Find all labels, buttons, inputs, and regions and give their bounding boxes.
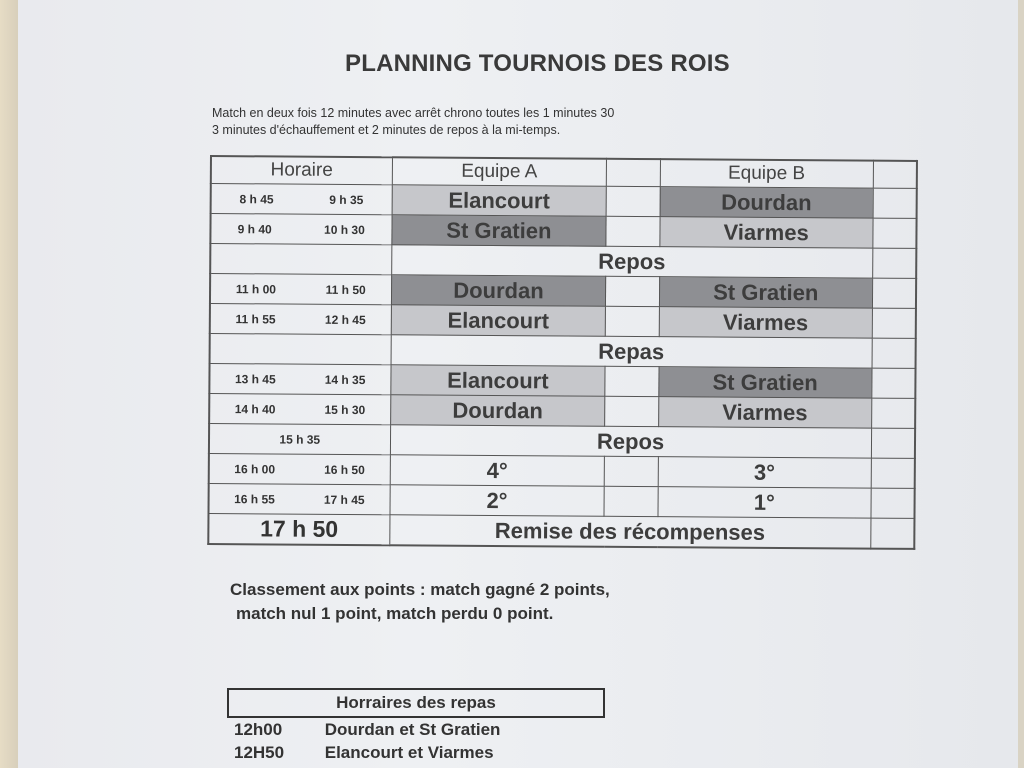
team-a: Dourdan bbox=[452, 397, 543, 423]
awards-label: Remise des récompenses bbox=[494, 517, 766, 545]
points-note-line-1: Classement aux points : match gagné 2 points, bbox=[230, 580, 610, 599]
team-a: Dourdan bbox=[453, 277, 544, 303]
meal-teams: Elancourt et Viarmes bbox=[324, 743, 494, 762]
header-equipe-a: Equipe A bbox=[392, 157, 607, 186]
table-row bbox=[211, 184, 917, 219]
time: 15 h 35 bbox=[279, 431, 321, 447]
background-edge bbox=[0, 0, 18, 768]
table-row bbox=[210, 244, 916, 279]
team-a-rank: 2° bbox=[486, 487, 508, 513]
end-time: 14 h 35 bbox=[324, 372, 366, 387]
subtitle-line-2: 3 minutes d'échauffement et 2 minutes de repos à la mi-temps. bbox=[212, 123, 561, 137]
team-b-rank: 3° bbox=[753, 459, 776, 485]
team-b: St Gratien bbox=[712, 369, 818, 395]
end-time: 12 h 45 bbox=[324, 312, 366, 327]
meal-row bbox=[234, 720, 500, 740]
team-a: Elancourt bbox=[447, 367, 549, 393]
team-b: Viarmes bbox=[722, 399, 808, 425]
start-time: 16 h 55 bbox=[234, 491, 275, 506]
meal-break-label: Repas bbox=[598, 338, 665, 364]
header-equipe-b: Equipe B bbox=[660, 159, 873, 188]
header-blank-end bbox=[873, 161, 917, 189]
table-row bbox=[210, 304, 916, 339]
team-b: St Gratien bbox=[713, 279, 819, 305]
start-time: 13 h 45 bbox=[234, 371, 276, 386]
team-b: Viarmes bbox=[722, 309, 809, 335]
meals-title-box: Horraires des repas bbox=[227, 688, 605, 718]
start-time: 16 h 00 bbox=[234, 461, 276, 476]
start-time: 11 h 55 bbox=[235, 311, 276, 326]
team-a: Elancourt bbox=[447, 307, 550, 333]
points-note-line-2: match nul 1 point, match perdu 0 point. bbox=[236, 604, 554, 623]
meal-row bbox=[234, 743, 494, 763]
meal-time: 12H50 bbox=[234, 743, 285, 762]
start-time: 14 h 40 bbox=[234, 401, 276, 416]
table-row bbox=[210, 274, 916, 309]
table-row bbox=[210, 214, 916, 249]
team-a-rank: 4° bbox=[486, 457, 508, 483]
end-time: 10 h 30 bbox=[324, 222, 365, 237]
table-row bbox=[208, 513, 914, 548]
end-time: 17 h 45 bbox=[323, 492, 365, 507]
start-time: 9 h 40 bbox=[237, 221, 272, 236]
table-row bbox=[209, 424, 915, 459]
start-time: 11 h 00 bbox=[235, 281, 277, 296]
header-horaire: Horaire bbox=[211, 156, 392, 185]
meal-time: 12h00 bbox=[234, 720, 283, 739]
awards-time: 17 h 50 bbox=[260, 515, 339, 542]
end-time: 9 h 35 bbox=[329, 192, 364, 207]
start-time: 8 h 45 bbox=[239, 191, 274, 206]
table-row bbox=[209, 453, 915, 488]
end-time: 15 h 30 bbox=[324, 402, 366, 417]
break-label: Repos bbox=[596, 428, 665, 454]
table-row bbox=[209, 394, 915, 429]
team-a: Elancourt bbox=[448, 187, 550, 213]
end-time: 11 h 50 bbox=[325, 282, 366, 297]
header-blank bbox=[607, 159, 661, 187]
table-row bbox=[210, 334, 916, 369]
table-row bbox=[209, 364, 915, 399]
table-row bbox=[208, 483, 914, 518]
team-b-rank: 1° bbox=[753, 489, 775, 515]
team-a: St Gratien bbox=[446, 217, 552, 243]
end-time: 16 h 50 bbox=[324, 462, 365, 477]
team-b: Viarmes bbox=[723, 219, 809, 245]
team-b: Dourdan bbox=[721, 189, 812, 215]
page-title: PLANNING TOURNOIS DES ROIS bbox=[345, 50, 730, 77]
meal-teams: Dourdan et St Gratien bbox=[324, 720, 501, 739]
subtitle-line-1: Match en deux fois 12 minutes avec arrêt chrono toutes les 1 minutes 30 bbox=[212, 106, 615, 120]
break-label: Repos bbox=[598, 248, 666, 274]
schedule-table bbox=[207, 155, 918, 550]
